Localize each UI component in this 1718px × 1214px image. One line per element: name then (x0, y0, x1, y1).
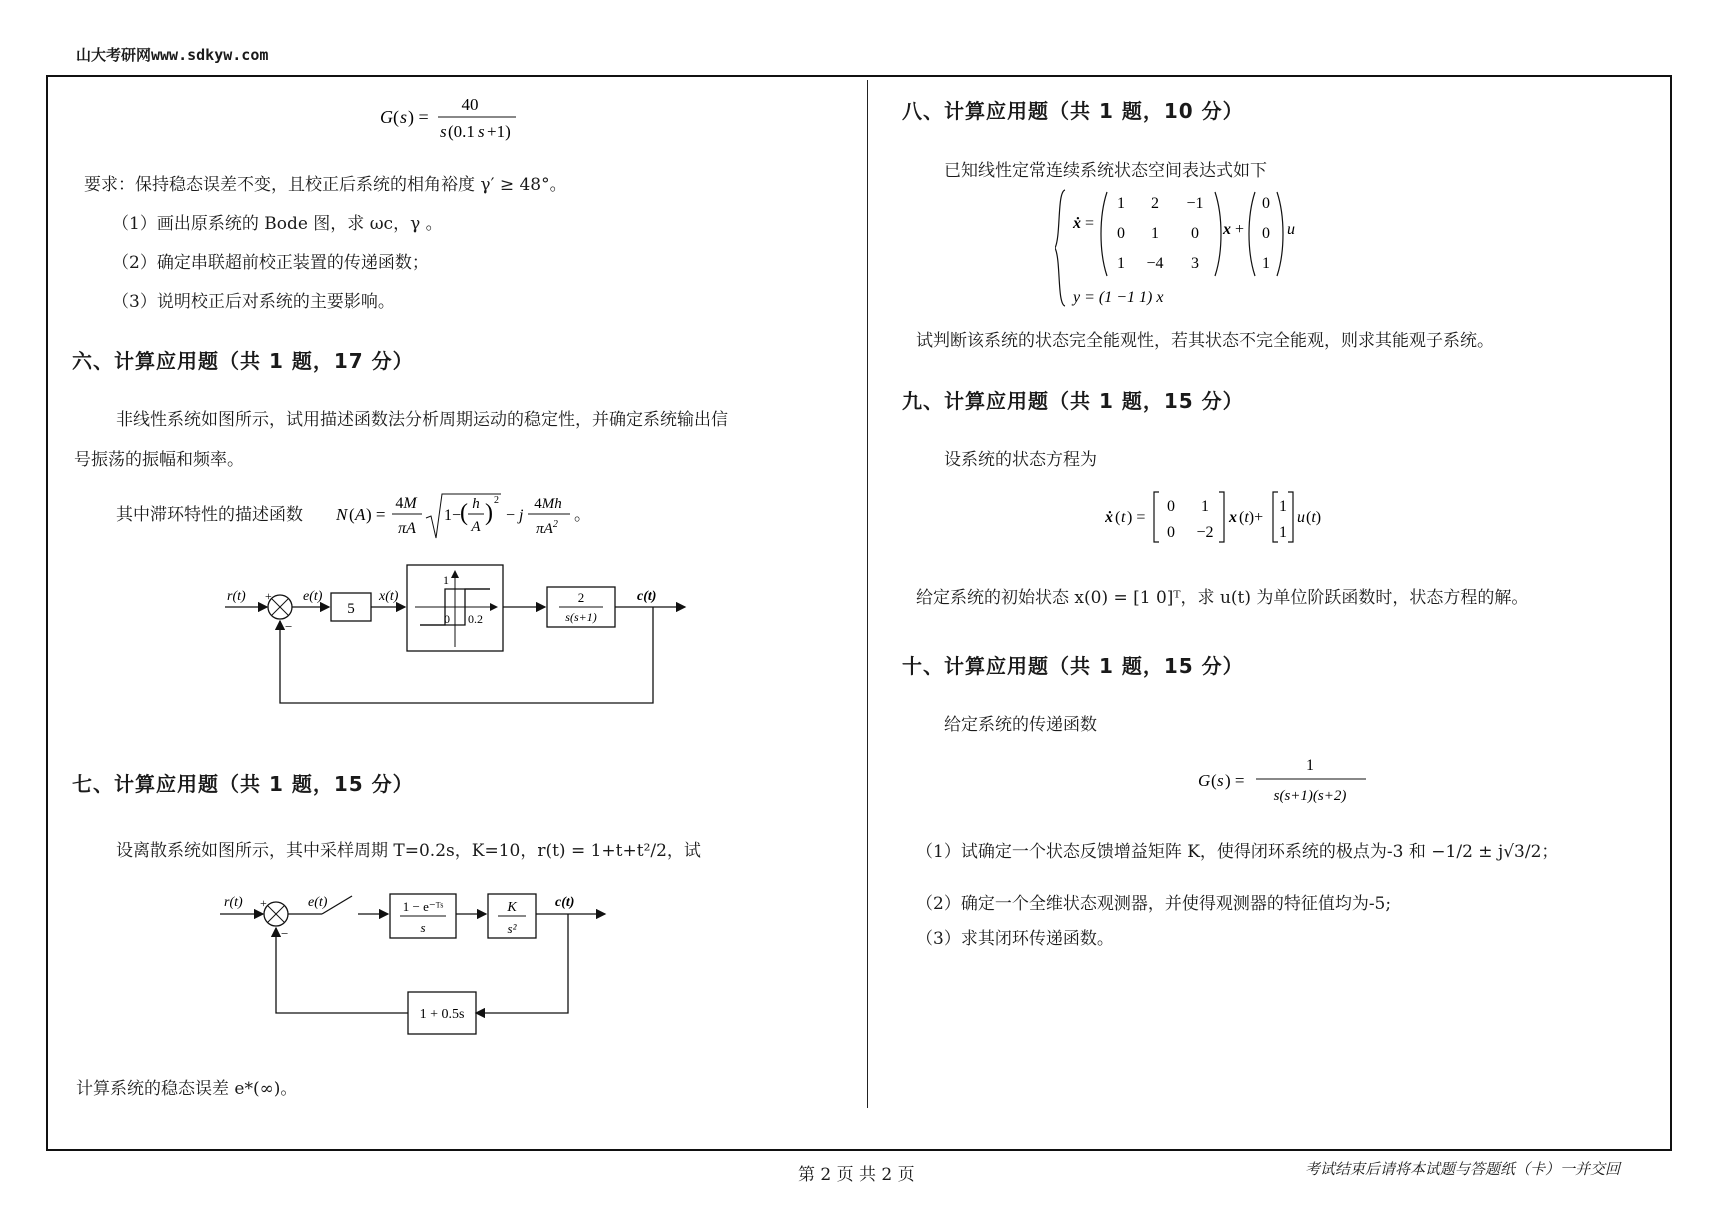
svg-text:(0.1: (0.1 (448, 122, 475, 141)
d7-minus: − (281, 926, 289, 941)
svg-text:s(s+1)(s+2): s(s+1)(s+2) (1273, 788, 1347, 804)
svg-text:s: s (400, 107, 408, 127)
section6-text-1: 非线性系统如图所示，试用描述函数法分析周期运动的稳定性，并确定系统输出信 (116, 410, 728, 430)
section8-title: 八、计算应用题（共 1 题，10 分） (902, 99, 1244, 123)
section8-text: 已知线性定常连续系统状态空间表达式如下 (944, 161, 1267, 181)
svg-text:N: N (336, 505, 348, 524)
d7-zoh-den: s (420, 920, 426, 935)
svg-text:A: A (471, 519, 481, 535)
svg-text:+1): +1) (487, 122, 511, 141)
d7-zoh-num: 1 − e⁻ᵀˢ (402, 899, 444, 914)
d6-tf-den: s(s+1) (565, 610, 597, 624)
svg-text:u: u (1297, 509, 1305, 526)
section6-df-end: 。 (574, 505, 591, 525)
d6-nl-zero: 0 (444, 612, 450, 626)
section6-title: 六、计算应用题（共 1 题，17 分） (72, 349, 414, 373)
d6-nl-h: 0.2 (468, 612, 483, 626)
svg-text:(: ( (349, 505, 355, 524)
item5-1: （1）画出原系统的 Bode 图，求 ωc，γ 。 (112, 214, 443, 234)
state-eq-9 (1105, 484, 1345, 552)
a8-r3c3: 3 (1191, 255, 1199, 272)
a8-r1c3: −1 (1186, 195, 1204, 212)
transfer-function-10 (1198, 752, 1378, 814)
c8-output-eq: y = (1 −1 1) x (1073, 289, 1164, 306)
section10-item3: （3）求其闭环传递函数。 (916, 929, 1114, 949)
se9-svg (1105, 484, 1345, 548)
block-diagram-7 (210, 882, 630, 1056)
d7-k-num: K (507, 900, 517, 915)
column-divider (867, 80, 868, 1108)
section10-item1: （1）试确定一个状态反馈增益矩阵 K，使得闭环系统的极点为-3 和 −1/2 ± j√3/2； (916, 842, 1559, 862)
svg-text:) =: ) = (1225, 771, 1245, 790)
diagram7-svg (210, 882, 630, 1052)
intro-formula (380, 92, 550, 152)
b9-r2: 1 (1279, 524, 1287, 541)
b8-r2: 0 (1262, 225, 1270, 242)
svg-text:): ) (485, 500, 493, 526)
svg-text:) =: ) = (408, 107, 429, 127)
tf10-svg (1198, 752, 1378, 810)
df-formula-svg (336, 486, 596, 548)
section7-text: 设离散系统如图所示，其中采样周期 T=0.2s，K=10，r(t) = 1+t+t²/2，试 (116, 841, 701, 861)
a8-r1c2: 2 (1151, 195, 1159, 212)
section9-question: 给定系统的初始状态 x(0) = [1 0]ᵀ，求 u(t) 为单位阶跃函数时，状态方程的解。 (916, 588, 1529, 608)
d6-gain-label: 5 (347, 601, 355, 617)
svg-text:(t)+: (t)+ (1239, 509, 1264, 526)
b8-r1: 0 (1262, 195, 1270, 212)
d7-fb-label: 1 + 0.5s (419, 1007, 465, 1022)
svg-text:(: ( (393, 107, 399, 127)
item5-2: （2）确定串联超前校正装置的传递函数； (112, 253, 429, 273)
d6-tf-num: 2 (577, 590, 585, 605)
describing-function-formula (336, 486, 596, 552)
svg-text:) =: ) = (1127, 509, 1146, 526)
svg-text:x: x (1229, 509, 1237, 526)
svg-text:+: + (1235, 221, 1245, 238)
a8-r1c1: 1 (1117, 195, 1125, 212)
svg-text:2: 2 (494, 495, 499, 506)
svg-text:h: h (472, 496, 480, 512)
svg-text:x: x (1223, 221, 1231, 238)
svg-text:A: A (355, 505, 366, 524)
section10-text: 给定系统的传递函数 (944, 715, 1097, 735)
svg-text:G: G (380, 107, 393, 127)
svg-text:1−: 1− (444, 507, 462, 524)
a9-r2c2: −2 (1196, 524, 1214, 541)
section6-df-label: 其中滞环特性的描述函数 (116, 505, 303, 525)
d6-nl-one: 1 (443, 573, 449, 587)
a8-r2c2: 1 (1151, 225, 1159, 242)
d6-minus: − (285, 619, 293, 634)
section9-title: 九、计算应用题（共 1 题，15 分） (902, 389, 1244, 413)
requirement-text: 要求：保持稳态误差不变，且校正后系统的相角裕度 γ′ ≥ 48°。 (84, 175, 567, 195)
section8-question: 试判断该系统的状态完全能观性，若其状态不完全能观，则求其能观子系统。 (916, 331, 1494, 351)
d6-c-label: c(t) (637, 589, 657, 604)
section7-title: 七、计算应用题（共 1 题，15 分） (72, 772, 414, 796)
a8-r2c1: 0 (1117, 225, 1125, 242)
svg-text:4M: 4M (395, 495, 417, 512)
footer-note: 考试结束后请将本试题与答题纸（卡）一并交回 (1305, 1160, 1621, 1178)
svg-text:(: ( (1115, 509, 1121, 526)
section7-end: 计算系统的稳态误差 e*(∞)。 (76, 1079, 298, 1099)
svg-text:ẋ: ẋ (1073, 215, 1081, 232)
d7-e-label: e(t) (308, 895, 328, 910)
svg-text:t: t (1121, 509, 1126, 526)
svg-text:−: − (506, 507, 516, 524)
section10-title: 十、计算应用题（共 1 题，15 分） (902, 654, 1244, 678)
section9-text: 设系统的状态方程为 (944, 450, 1097, 470)
site-header: 山大考研网www.sdkyw.com (76, 46, 269, 64)
gs-formula-svg (380, 92, 550, 148)
svg-text:40: 40 (461, 95, 479, 114)
b8-r3: 1 (1262, 255, 1270, 272)
a9-r1c2: 1 (1201, 498, 1209, 515)
a8-r2c3: 0 (1191, 225, 1199, 242)
section10-item2: （2）确定一个全维状态观测器，并使得观测器的特征值均为-5; (916, 894, 1392, 914)
state-space-8 (1055, 186, 1315, 314)
page-number: 第 2 页 共 2 页 (798, 1165, 915, 1185)
ss8-svg (1055, 186, 1315, 310)
d7-k-den: s² (507, 921, 517, 936)
d7-c-label: c(t) (555, 895, 575, 910)
svg-text:G: G (1198, 771, 1211, 790)
svg-text:πA2: $\pi A^2$ (536, 519, 558, 537)
svg-text:s: s (1217, 771, 1224, 790)
d6-r-label: r(t) (227, 589, 246, 604)
section6-text-2: 号振荡的振幅和频率。 (74, 450, 244, 470)
d6-e-label: e(t) (303, 589, 323, 604)
svg-text:j: j (519, 507, 524, 524)
a8-r3c1: 1 (1117, 255, 1125, 272)
svg-text:πA: πA (398, 520, 416, 537)
svg-text:ẋ: ẋ (1105, 509, 1113, 526)
svg-text:=: = (1085, 215, 1095, 232)
a9-r2c1: 0 (1167, 524, 1175, 541)
a9-r1c1: 0 (1167, 498, 1175, 515)
block-diagram-6 (215, 555, 695, 719)
svg-text:s: s (478, 122, 485, 141)
svg-text:u: u (1287, 221, 1295, 238)
svg-text:s: s (440, 122, 447, 141)
d6-x-label: x(t) (379, 589, 399, 604)
svg-text:4Mh: 4Mh (534, 496, 562, 512)
a8-r3c2: −4 (1146, 255, 1164, 272)
svg-text:(t): (t) (1306, 509, 1322, 526)
b9-r1: 1 (1279, 498, 1287, 515)
diagram6-svg (215, 555, 695, 715)
svg-text:1: 1 (1306, 757, 1314, 774)
d6-plus: + (265, 589, 272, 603)
d7-plus: + (260, 896, 267, 910)
svg-text:(: ( (1211, 771, 1217, 790)
item5-3: （3）说明校正后对系统的主要影响。 (112, 292, 395, 312)
svg-text:) =: ) = (366, 505, 386, 524)
svg-text:(: ( (460, 500, 468, 526)
d7-r-label: r(t) (224, 895, 243, 910)
